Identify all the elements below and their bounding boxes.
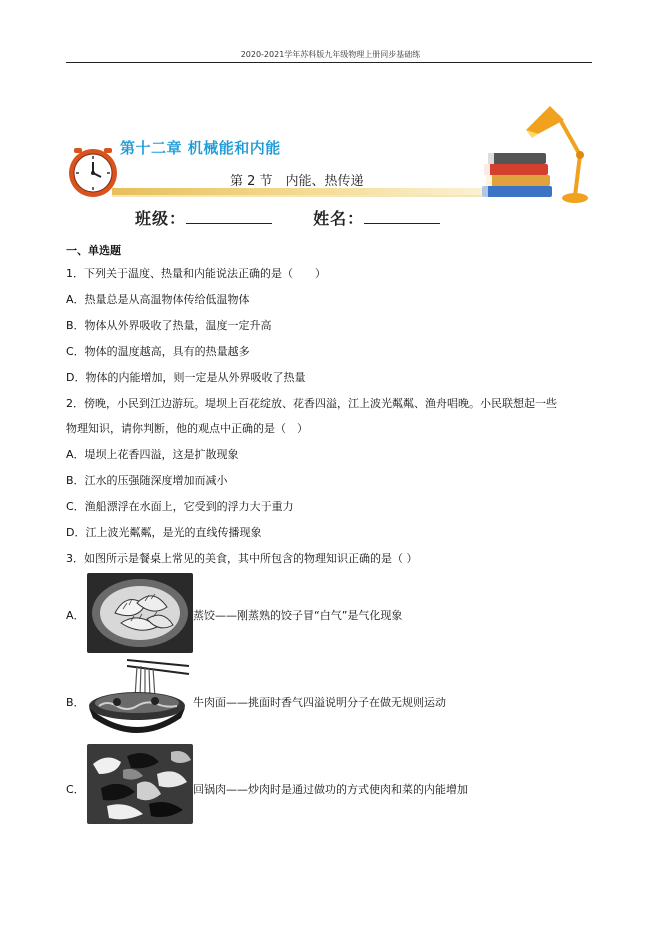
question-2-stem-line1: 2．傍晚，小民到江边游玩。堤坝上百花绽放、花香四溢，江上波光粼粼、渔舟唱晚。小民联想起一些 bbox=[66, 397, 557, 410]
question-1-stem: 1．下列关于温度、热量和内能说法正确的是（ ） bbox=[66, 267, 326, 280]
question-1-option-d: D．物体的内能增加，则一定是从外界吸收了热量 bbox=[66, 371, 306, 384]
question-3-option-b-caption: 牛肉面——挑面时香气四溢说明分子在做无规则运动 bbox=[193, 696, 446, 709]
class-label: 班级： bbox=[135, 209, 187, 228]
section-heading: 一、单选题 bbox=[66, 244, 121, 257]
dumplings-photo bbox=[87, 573, 193, 653]
class-name-line bbox=[135, 206, 440, 229]
question-3-stem: 3．如图所示是餐桌上常见的美食，其中所包含的物理知识正确的是（ ） bbox=[66, 552, 418, 565]
section-title: 第 2 节 内能、热传递 bbox=[230, 174, 364, 189]
banner-underline bbox=[112, 188, 490, 195]
name-blank[interactable] bbox=[364, 209, 440, 224]
question-3-option-a-letter: A． bbox=[66, 609, 85, 622]
question-1-option-b: B．物体从外界吸收了热量，温度一定升高 bbox=[66, 319, 272, 332]
banner-underline-shadow bbox=[112, 195, 490, 197]
question-2-stem-line2: 物理知识，请你判断，他的观点中正确的是（ ） bbox=[66, 422, 308, 435]
desk-lamp-icon bbox=[520, 100, 590, 204]
question-2-option-c: C．渔船漂浮在水面上，它受到的浮力大于重力 bbox=[66, 500, 294, 513]
question-1-option-c: C．物体的温度越高，具有的热量越多 bbox=[66, 345, 250, 358]
question-3-option-c-caption: 回锅肉——炒肉时是通过做功的方式使肉和菜的内能增加 bbox=[193, 783, 468, 796]
chapter-title: 第十二章 机械能和内能 bbox=[120, 139, 281, 157]
header-divider bbox=[66, 62, 592, 63]
class-blank[interactable] bbox=[186, 209, 272, 224]
twice-cooked-pork-photo bbox=[87, 744, 193, 824]
question-3-option-c-letter: C． bbox=[66, 783, 85, 796]
question-3-option-a-caption: 蒸饺——刚蒸熟的饺子冒“白气”是气化现象 bbox=[193, 609, 403, 622]
question-2-option-a: A．堤坝上花香四溢，这是扩散现象 bbox=[66, 448, 239, 461]
beef-noodles-photo bbox=[87, 656, 193, 738]
question-2-option-b: B．江水的压强随深度增加而减小 bbox=[66, 474, 228, 487]
question-3-option-b-letter: B． bbox=[66, 696, 85, 709]
name-label: 姓名： bbox=[313, 209, 365, 228]
question-1-option-a: A．热量总是从高温物体传给低温物体 bbox=[66, 293, 250, 306]
question-2-option-d: D．江上波光粼粼，是光的直线传播现象 bbox=[66, 526, 262, 539]
document-header: 2020-2021学年苏科版九年级物理上册同步基础练 bbox=[240, 50, 421, 59]
